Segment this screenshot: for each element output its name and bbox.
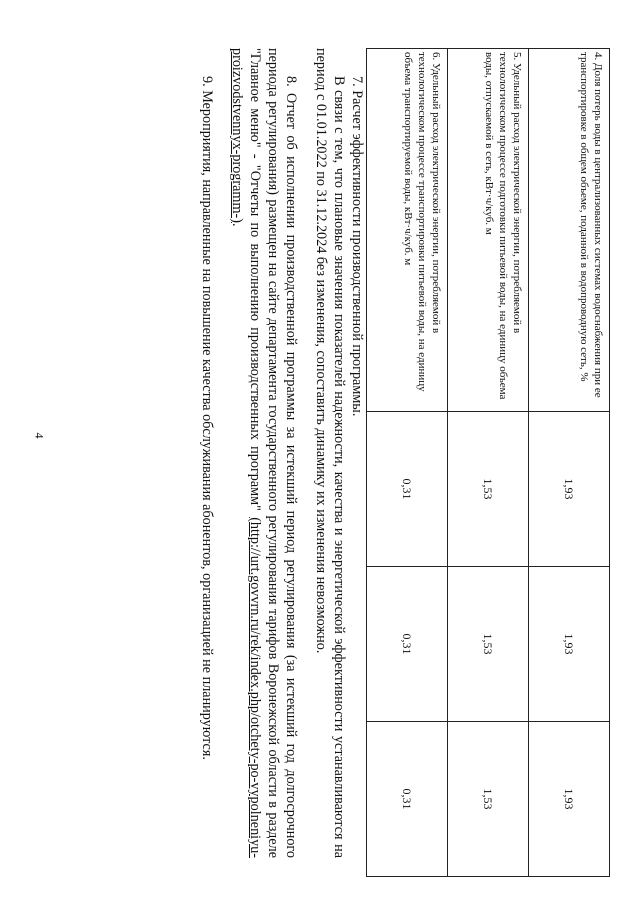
indicators-table — [366, 48, 610, 877]
indicator-value: 0,31 — [367, 412, 448, 567]
indicator-name: 4. Доля потерь воды в централизованных системах водоснабжения при ее транспортировке в общем объеме, поданной в водопроводную сеть, % — [529, 49, 610, 412]
page-number: 4 — [32, 432, 47, 439]
section-8-body: 8. Отчет об исполнении производственной программы за истекший период регулирования (за истекший год долгосрочного периода регулирования) размещен на сайте департамента государственного регулирования тарифов Воронежской области в разделе "Главное меню" - "Отчеты по выполнению производственных программ" — [247, 48, 299, 858]
reports-link[interactable]: (http://urt.govvrn.ru/rek/index.php/otchety-po-vypolneniyu-proizvodstvennyx-programm-) — [229, 48, 263, 859]
section-9-body: 9. Мероприятия, направленные на повышение качества обслуживания абонентов, организацией не планируются. — [199, 76, 215, 760]
indicator-value: 1,53 — [448, 412, 529, 567]
table-row — [529, 49, 610, 877]
table-row — [448, 49, 529, 877]
indicator-value: 1,53 — [448, 567, 529, 722]
page-content — [30, 48, 610, 858]
indicator-value: 0,31 — [367, 722, 448, 877]
section-7-body: В связи с тем, что плановые значения показателей надежности, качества и энергетической эффективности устанавливаются на период с 01.01.2022 по 31.12.2024 без изменения, сопоставить динамику их изменения невозможно. — [313, 48, 347, 858]
indicator-value: 1,93 — [529, 412, 610, 567]
table-row — [367, 49, 448, 877]
section-8-paragraph — [228, 48, 300, 858]
document-text — [198, 48, 366, 858]
indicator-value: 1,93 — [529, 567, 610, 722]
indicator-name: 5. Удельный расход электрической энергии, потребляемой в технологическом процессе подготовки питьевой воды, на единицу объема воды, отпускаемой в сеть, кВт·ч/куб. м — [448, 49, 529, 412]
indicator-value: 1,93 — [529, 722, 610, 877]
section-8-end: . — [229, 222, 245, 227]
indicator-name: 6. Удельный расход электрической энергии, потребляемой в технологическом процессе транспортировки питьевой воды, на единицу объема транспортируемой воды, кВт·ч/куб. м — [367, 49, 448, 412]
section-7-heading: 7. Расчет эффективности производственной программы. — [349, 76, 365, 417]
indicator-value: 1,53 — [448, 722, 529, 877]
indicator-value: 0,31 — [367, 567, 448, 722]
